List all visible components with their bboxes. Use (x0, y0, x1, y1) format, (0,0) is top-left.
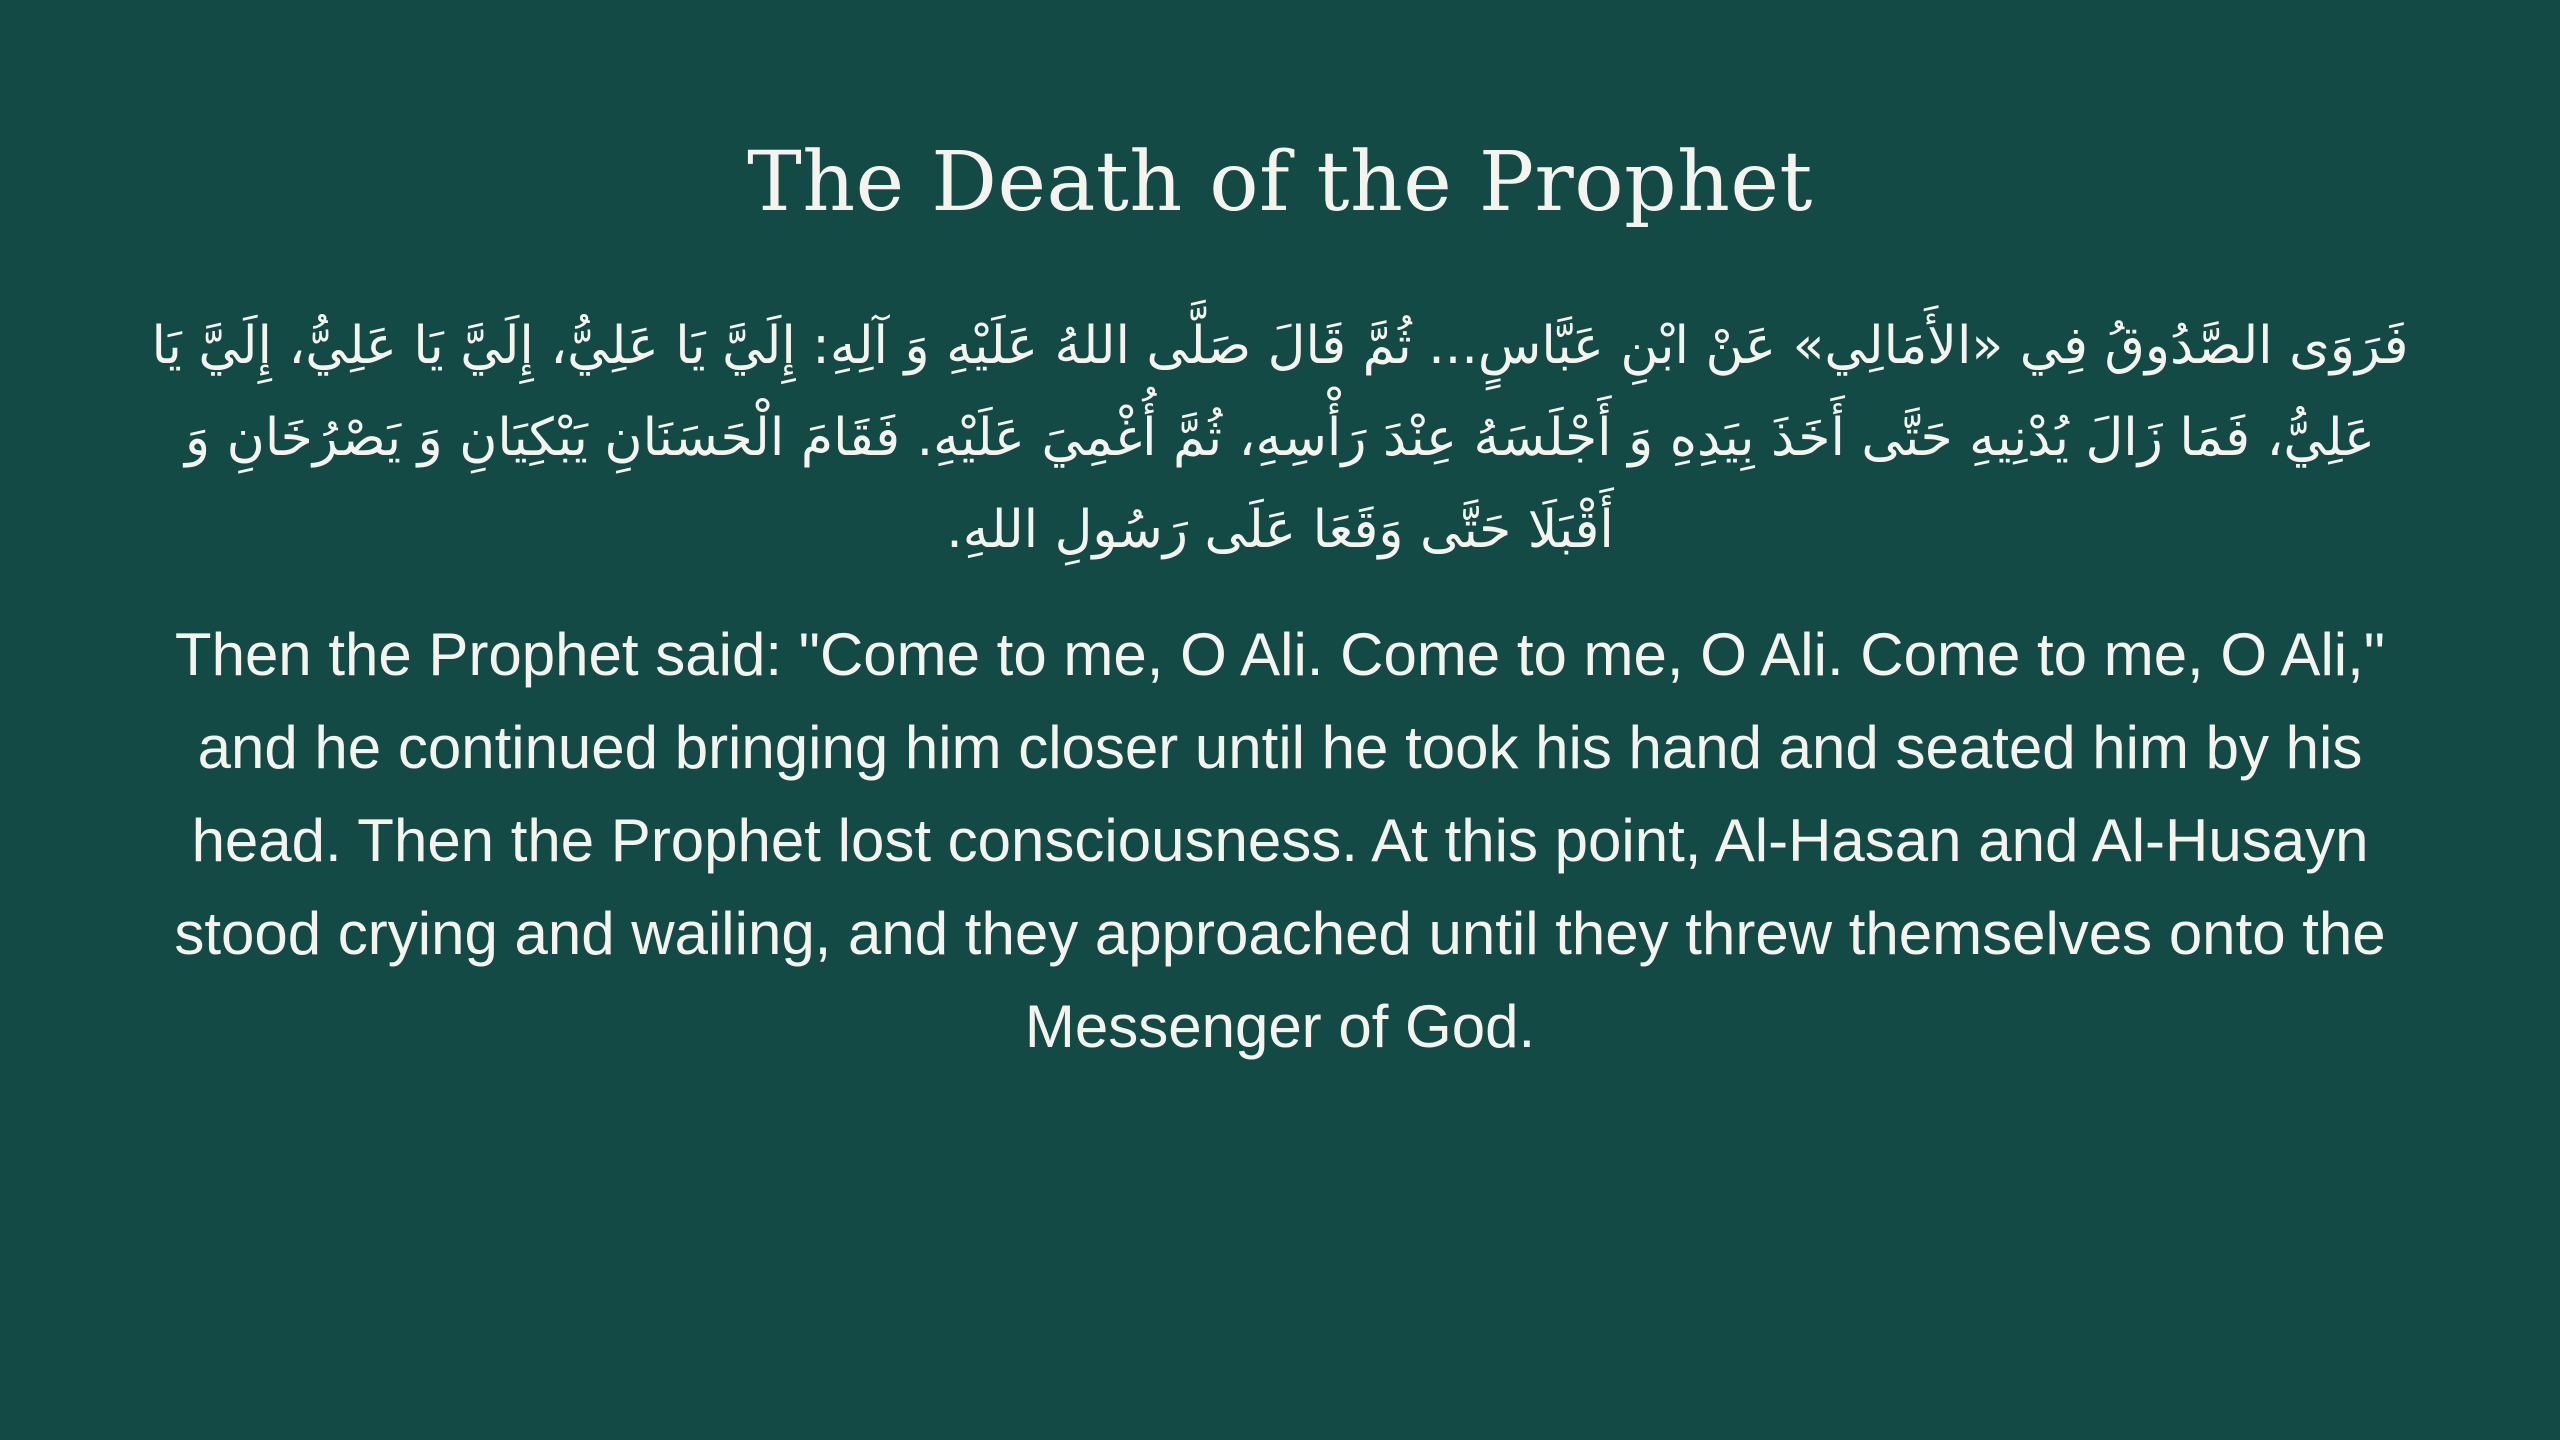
arabic-passage: فَرَوَى الصَّدُوقُ فِي «الأَمَالِي» عَنْ ابْنِ عَبَّاسٍ... ثُمَّ قَالَ صَلَّى اللهُ عَلَيْهِ وَ آلِهِ: إِلَيَّ يَا عَلِيُّ، إِلَيَّ يَا عَلِيُّ، إِلَيَّ يَا عَلِيُّ، فَمَا زَالَ يُدْنِيهِ حَتَّى أَخَذَ بِيَدِهِ وَ أَجْلَسَهُ عِنْدَ رَأْسِهِ، ثُمَّ أُغْمِيَ عَلَيْهِ. فَقَامَ الْحَسَنَانِ يَبْكِيَانِ وَ يَصْرُخَانِ وَ أَقْبَلَا حَتَّى وَقَعَا عَلَى رَسُولِ اللهِ. (151, 316, 2409, 560)
english-translation: Then the Prophet said: "Come to me, O Ali. Come to me, O Ali. Come to me, O Ali," and he continued bringing him closer until he took his hand and seated him by his head. Then the Prophet lost consciousness. At this point, Al-Hasan and Al-Husayn stood crying and wailing, and they approached until they threw themselves onto the Messenger of God. (174, 621, 2386, 1060)
slide-title: The Death of the Prophet (747, 135, 1813, 230)
